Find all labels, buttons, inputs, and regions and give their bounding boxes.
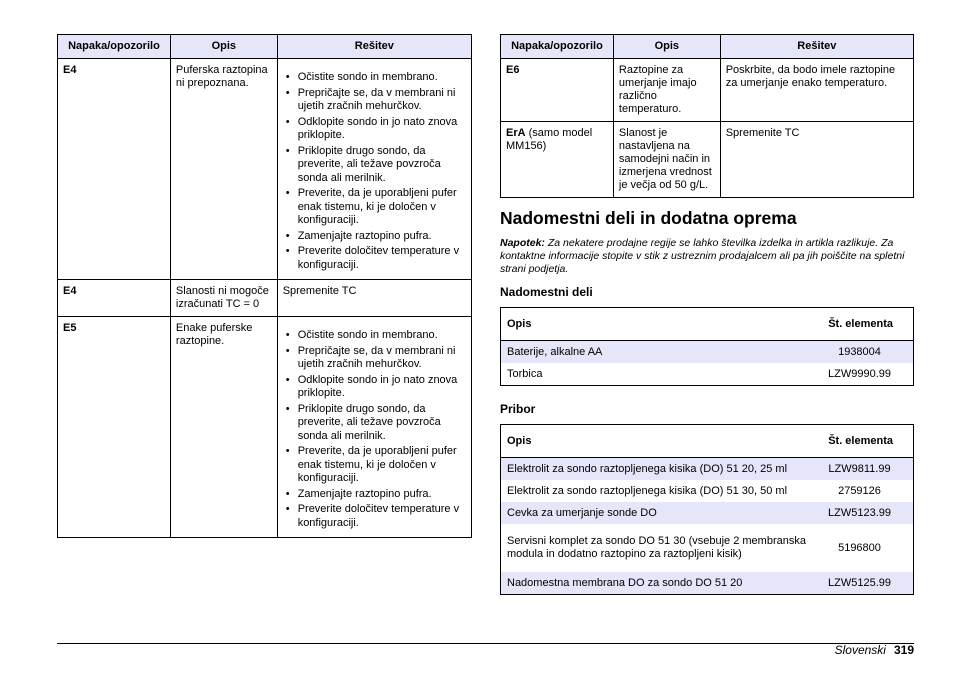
part-number: LZW5123.99 bbox=[828, 506, 891, 519]
table-row bbox=[501, 572, 913, 594]
part-number: LZW5125.99 bbox=[828, 576, 891, 589]
error-code: E6 bbox=[506, 64, 520, 76]
table-row bbox=[501, 480, 913, 502]
solution-list bbox=[283, 329, 466, 530]
table-row bbox=[501, 363, 913, 385]
list-item: • Priklopite drugo sondo, da preverite, ali težave povzroča sonda ali merilnik. bbox=[283, 403, 466, 444]
error-code-cell bbox=[501, 122, 614, 198]
error-code-cell bbox=[501, 59, 614, 122]
spare-parts-title: Nadomestni deli bbox=[500, 285, 593, 299]
list-item: • Zamenjajte raztopino pufra. bbox=[283, 488, 466, 502]
part-number: 5196800 bbox=[838, 541, 881, 554]
error-description: Slanosti ni mogoče izračunati TC = 0 bbox=[170, 280, 277, 317]
error-code: E4 bbox=[58, 280, 171, 317]
list-item: • Prepričajte se, da v membrani ni ujetih zračnih mehurčkov. bbox=[283, 87, 466, 114]
error-description: Enake puferske raztopine. bbox=[170, 317, 277, 538]
spare-parts-table bbox=[500, 307, 914, 386]
table-row bbox=[501, 341, 913, 363]
note-label: Napotek: bbox=[500, 237, 545, 249]
table-header-row bbox=[501, 425, 913, 458]
error-description: Slanost je nastavljena na samodejni način in izmerjena vrednost je večja od 50 g/L. bbox=[613, 122, 720, 198]
column-header: Napaka/opozorilo bbox=[501, 35, 614, 59]
error-table-left bbox=[57, 34, 472, 538]
table-row bbox=[58, 317, 472, 538]
list-item: • Odklopite sondo in jo nato znova priklopite. bbox=[283, 374, 466, 401]
error-code: E4 bbox=[58, 59, 171, 280]
part-description: Baterije, alkalne AA bbox=[507, 345, 603, 358]
list-item: • Priklopite drugo sondo, da preverite, ali težave povzroča sonda ali merilnik. bbox=[283, 145, 466, 186]
list-item: • Preverite, da je uporabljeni pufer enak tistemu, ki je določen v konfiguraciji. bbox=[283, 187, 466, 228]
note-text: Za nekatere prodajne regije se lahko številka izdelka in artikla razlikuje. Za kontaktne informacije stopite v stik z ustreznim prodajalcem ali pa jih poiščite na spletni strani podjetja. bbox=[500, 237, 905, 275]
accessories-table bbox=[500, 424, 914, 595]
table-row bbox=[501, 502, 913, 524]
error-table-right bbox=[500, 34, 914, 198]
table-row bbox=[501, 59, 914, 122]
part-number: 1938004 bbox=[838, 345, 881, 358]
column-header: Rešitev bbox=[720, 35, 913, 59]
error-code: E5 bbox=[58, 317, 171, 538]
table-row bbox=[58, 280, 472, 317]
column-header: Št. elementa bbox=[828, 435, 893, 447]
footer-language: Slovenski bbox=[834, 643, 886, 657]
part-number: LZW9811.99 bbox=[828, 462, 891, 475]
error-solution: Poskrbite, da bodo imele raztopine za umerjanje enako temperaturo. bbox=[720, 59, 913, 122]
column-header: Št. elementa bbox=[828, 318, 893, 330]
error-description: Puferska raztopina ni prepoznana. bbox=[170, 59, 277, 280]
footer-divider bbox=[57, 643, 914, 644]
table-row bbox=[501, 524, 913, 572]
error-code: ErA bbox=[506, 127, 526, 139]
column-header: Rešitev bbox=[277, 35, 471, 59]
column-header: Opis bbox=[507, 435, 532, 447]
error-solution bbox=[277, 59, 471, 280]
part-description: Elektrolit za sondo raztopljenega kisika (DO) 51 20, 25 ml bbox=[507, 462, 788, 475]
part-description: Cevka za umerjanje sonde DO bbox=[507, 506, 657, 519]
error-solution: Spremenite TC bbox=[277, 280, 471, 317]
error-code-extra: (samo model MM156) bbox=[506, 127, 593, 152]
note-paragraph bbox=[500, 237, 915, 276]
list-item: • Odklopite sondo in jo nato znova priklopite. bbox=[283, 116, 466, 143]
section-title: Nadomestni deli in dodatna oprema bbox=[500, 208, 797, 228]
error-solution bbox=[277, 317, 471, 538]
list-item: • Očistite sondo in membrano. bbox=[283, 71, 466, 85]
table-row bbox=[58, 59, 472, 280]
error-solution: Spremenite TC bbox=[720, 122, 913, 198]
part-number: 2759126 bbox=[838, 484, 881, 497]
list-item: • Preverite določitev temperature v konfiguraciji. bbox=[283, 245, 466, 272]
part-description: Nadomestna membrana DO za sondo DO 51 20 bbox=[507, 576, 743, 589]
table-row bbox=[501, 122, 914, 198]
column-header: Opis bbox=[507, 318, 532, 330]
solution-list bbox=[283, 71, 466, 272]
column-header: Opis bbox=[170, 35, 277, 59]
error-description: Raztopine za umerjanje imajo različno temperaturo. bbox=[613, 59, 720, 122]
list-item: • Preverite določitev temperature v konfiguraciji. bbox=[283, 503, 466, 530]
column-header: Opis bbox=[613, 35, 720, 59]
list-item: • Preverite, da je uporabljeni pufer enak tistemu, ki je določen v konfiguraciji. bbox=[283, 445, 466, 486]
page-number: 319 bbox=[893, 643, 914, 657]
part-description: Servisni komplet za sondo DO 51 30 (vsebuje 2 membranska modula in dodatno raztopino za raztopljeni kisik) bbox=[507, 535, 806, 560]
list-item: • Očistite sondo in membrano. bbox=[283, 329, 466, 343]
list-item: • Zamenjajte raztopino pufra. bbox=[283, 230, 466, 244]
accessories-title: Pribor bbox=[500, 402, 536, 416]
table-header-row bbox=[501, 35, 914, 59]
part-number: LZW9990.99 bbox=[828, 367, 891, 380]
column-header: Napaka/opozorilo bbox=[58, 35, 171, 59]
page-footer bbox=[835, 643, 914, 657]
part-description: Elektrolit za sondo raztopljenega kisika (DO) 51 30, 50 ml bbox=[507, 484, 788, 497]
table-row bbox=[501, 458, 913, 480]
part-description: Torbica bbox=[507, 367, 543, 380]
list-item: • Prepričajte se, da v membrani ni ujetih zračnih mehurčkov. bbox=[283, 345, 466, 372]
table-header-row bbox=[501, 308, 913, 341]
table-header-row bbox=[58, 35, 472, 59]
